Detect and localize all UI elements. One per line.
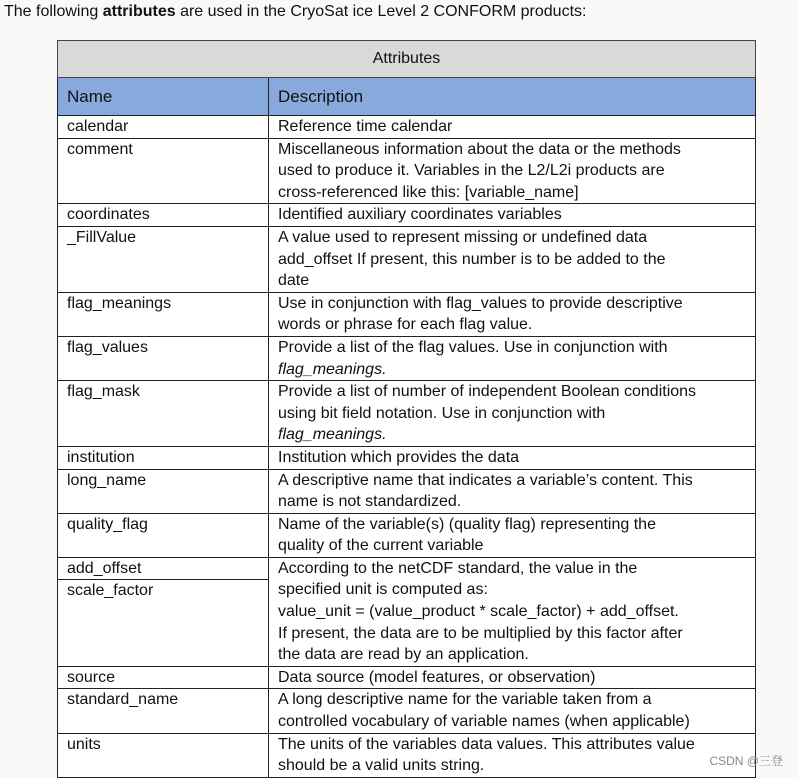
attribute-description-cell: [269, 666, 756, 689]
table-row: [58, 204, 756, 227]
table-row: [58, 733, 756, 777]
attribute-name-cell: [58, 292, 269, 336]
attribute-name: long_name: [67, 471, 147, 489]
attribute-name-cell: [58, 138, 269, 204]
attribute-name-cell: [58, 381, 269, 447]
attribute-name-cell: [58, 336, 269, 380]
attribute-name: comment: [67, 140, 133, 158]
attribute-description-cell: [269, 513, 756, 557]
description-line: Identified auxiliary coordinates variables: [278, 206, 562, 224]
attribute-name: institution: [67, 448, 135, 466]
attribute-name: scale_factor: [67, 582, 154, 600]
description-line: flag_meanings.: [278, 426, 387, 444]
table-body: [58, 116, 756, 778]
attribute-description-cell: [269, 116, 756, 139]
description-line: add_offset If present, this number is to be added to the: [278, 250, 666, 268]
description-line: A descriptive name that indicates a variable’s content. This: [278, 471, 693, 489]
description-line: According to the netCDF standard, the value in the: [278, 559, 638, 577]
description-line: Name of the variable(s) (quality flag) representing the: [278, 515, 656, 533]
description-line: should be a valid units string.: [278, 757, 485, 775]
table-row: [58, 336, 756, 380]
attribute-description-cell: [269, 733, 756, 777]
table-row: [58, 689, 756, 733]
attribute-description-cell: [269, 292, 756, 336]
attribute-description-cell: [269, 226, 756, 292]
description-line: quality of the current variable: [278, 537, 484, 555]
attribute-name-cell: [58, 226, 269, 292]
description-line: cross-referenced like this: [variable_name]: [278, 183, 579, 201]
attribute-name: source: [67, 668, 116, 686]
description-line: specified unit is computed as:: [278, 581, 488, 599]
table-row: [58, 513, 756, 557]
watermark: CSDN @三登: [709, 754, 783, 768]
attribute-name: _FillValue: [67, 228, 137, 246]
attribute-description-cell: [269, 204, 756, 227]
attributes-table: [57, 40, 756, 778]
table-row: [58, 557, 756, 666]
attribute-description-cell: [269, 446, 756, 469]
description-line: the data are read by an application.: [278, 646, 529, 664]
description-line: Provide a list of the flag values. Use in conjunction with: [278, 338, 668, 356]
description-line: Provide a list of number of independent Boolean conditions: [278, 383, 697, 401]
description-line: using bit field notation. Use in conjunction with: [278, 404, 606, 422]
description-line: Miscellaneous information about the data or the methods: [278, 140, 681, 158]
attribute-name-cell: [58, 204, 269, 227]
description-line: used to produce it. Variables in the L2/L2i products are: [278, 162, 665, 180]
description-line: A long descriptive name for the variable taken from a: [278, 691, 652, 709]
description-line: Use in conjunction with flag_values to provide descriptive: [278, 294, 683, 312]
attribute-name-cell: [58, 689, 269, 733]
description-line: date: [278, 272, 310, 290]
description-line: value_unit = (value_product * scale_factor) + add_offset.: [278, 603, 679, 621]
description-line: words or phrase for each flag value.: [278, 316, 533, 334]
table-row: [58, 138, 756, 204]
attribute-name: flag_mask: [67, 383, 140, 401]
attribute-name-cell: [58, 469, 269, 513]
table-row: [58, 381, 756, 447]
attribute-name-cell: [58, 446, 269, 469]
attribute-name-cell: [58, 557, 269, 666]
intro-text: [4, 2, 586, 22]
description-line: Reference time calendar: [278, 118, 453, 135]
attribute-description-cell: [269, 469, 756, 513]
description-line: controlled vocabulary of variable names (when applicable): [278, 713, 690, 731]
attribute-name: units: [67, 735, 101, 753]
description-line: Data source (model features, or observation): [278, 668, 596, 686]
description-line: If present, the data are to be multiplied by this factor after: [278, 624, 683, 642]
table-row: [58, 446, 756, 469]
attribute-name: flag_meanings: [67, 294, 172, 312]
table-row: [58, 469, 756, 513]
attribute-name-cell: [58, 513, 269, 557]
table-row: [58, 116, 756, 139]
table-row: [58, 226, 756, 292]
attribute-description-cell: [269, 557, 756, 666]
attribute-name: flag_values: [67, 338, 148, 356]
description-line: name is not standardized.: [278, 493, 462, 511]
table-title: Attributes: [58, 41, 756, 78]
attribute-description-cell: [269, 381, 756, 447]
intro-suffix: are used in the CryoSat ice Level 2 CONFORM products:: [175, 3, 587, 20]
attribute-name: standard_name: [67, 691, 179, 709]
column-header-description: Description: [269, 78, 756, 116]
attribute-description-cell: [269, 138, 756, 204]
attribute-name-cell: [58, 733, 269, 777]
table-row: [58, 292, 756, 336]
attribute-name: calendar: [67, 118, 129, 135]
description-line: Institution which provides the data: [278, 448, 520, 466]
description-line: A value used to represent missing or undefined data: [278, 228, 648, 246]
attribute-name: quality_flag: [67, 515, 148, 533]
attribute-name: add_offset: [58, 558, 268, 581]
attribute-name-cell: [58, 116, 269, 139]
attribute-description-cell: [269, 336, 756, 380]
intro-bold: attributes: [102, 3, 176, 20]
table-row: [58, 666, 756, 689]
intro-prefix: The following: [4, 3, 103, 20]
column-header-name: Name: [58, 78, 269, 116]
attribute-description-cell: [269, 689, 756, 733]
attribute-name-cell: [58, 666, 269, 689]
description-line: flag_meanings.: [278, 360, 387, 378]
description-line: The units of the variables data values. This attributes value: [278, 735, 695, 753]
attribute-name: coordinates: [67, 206, 150, 224]
